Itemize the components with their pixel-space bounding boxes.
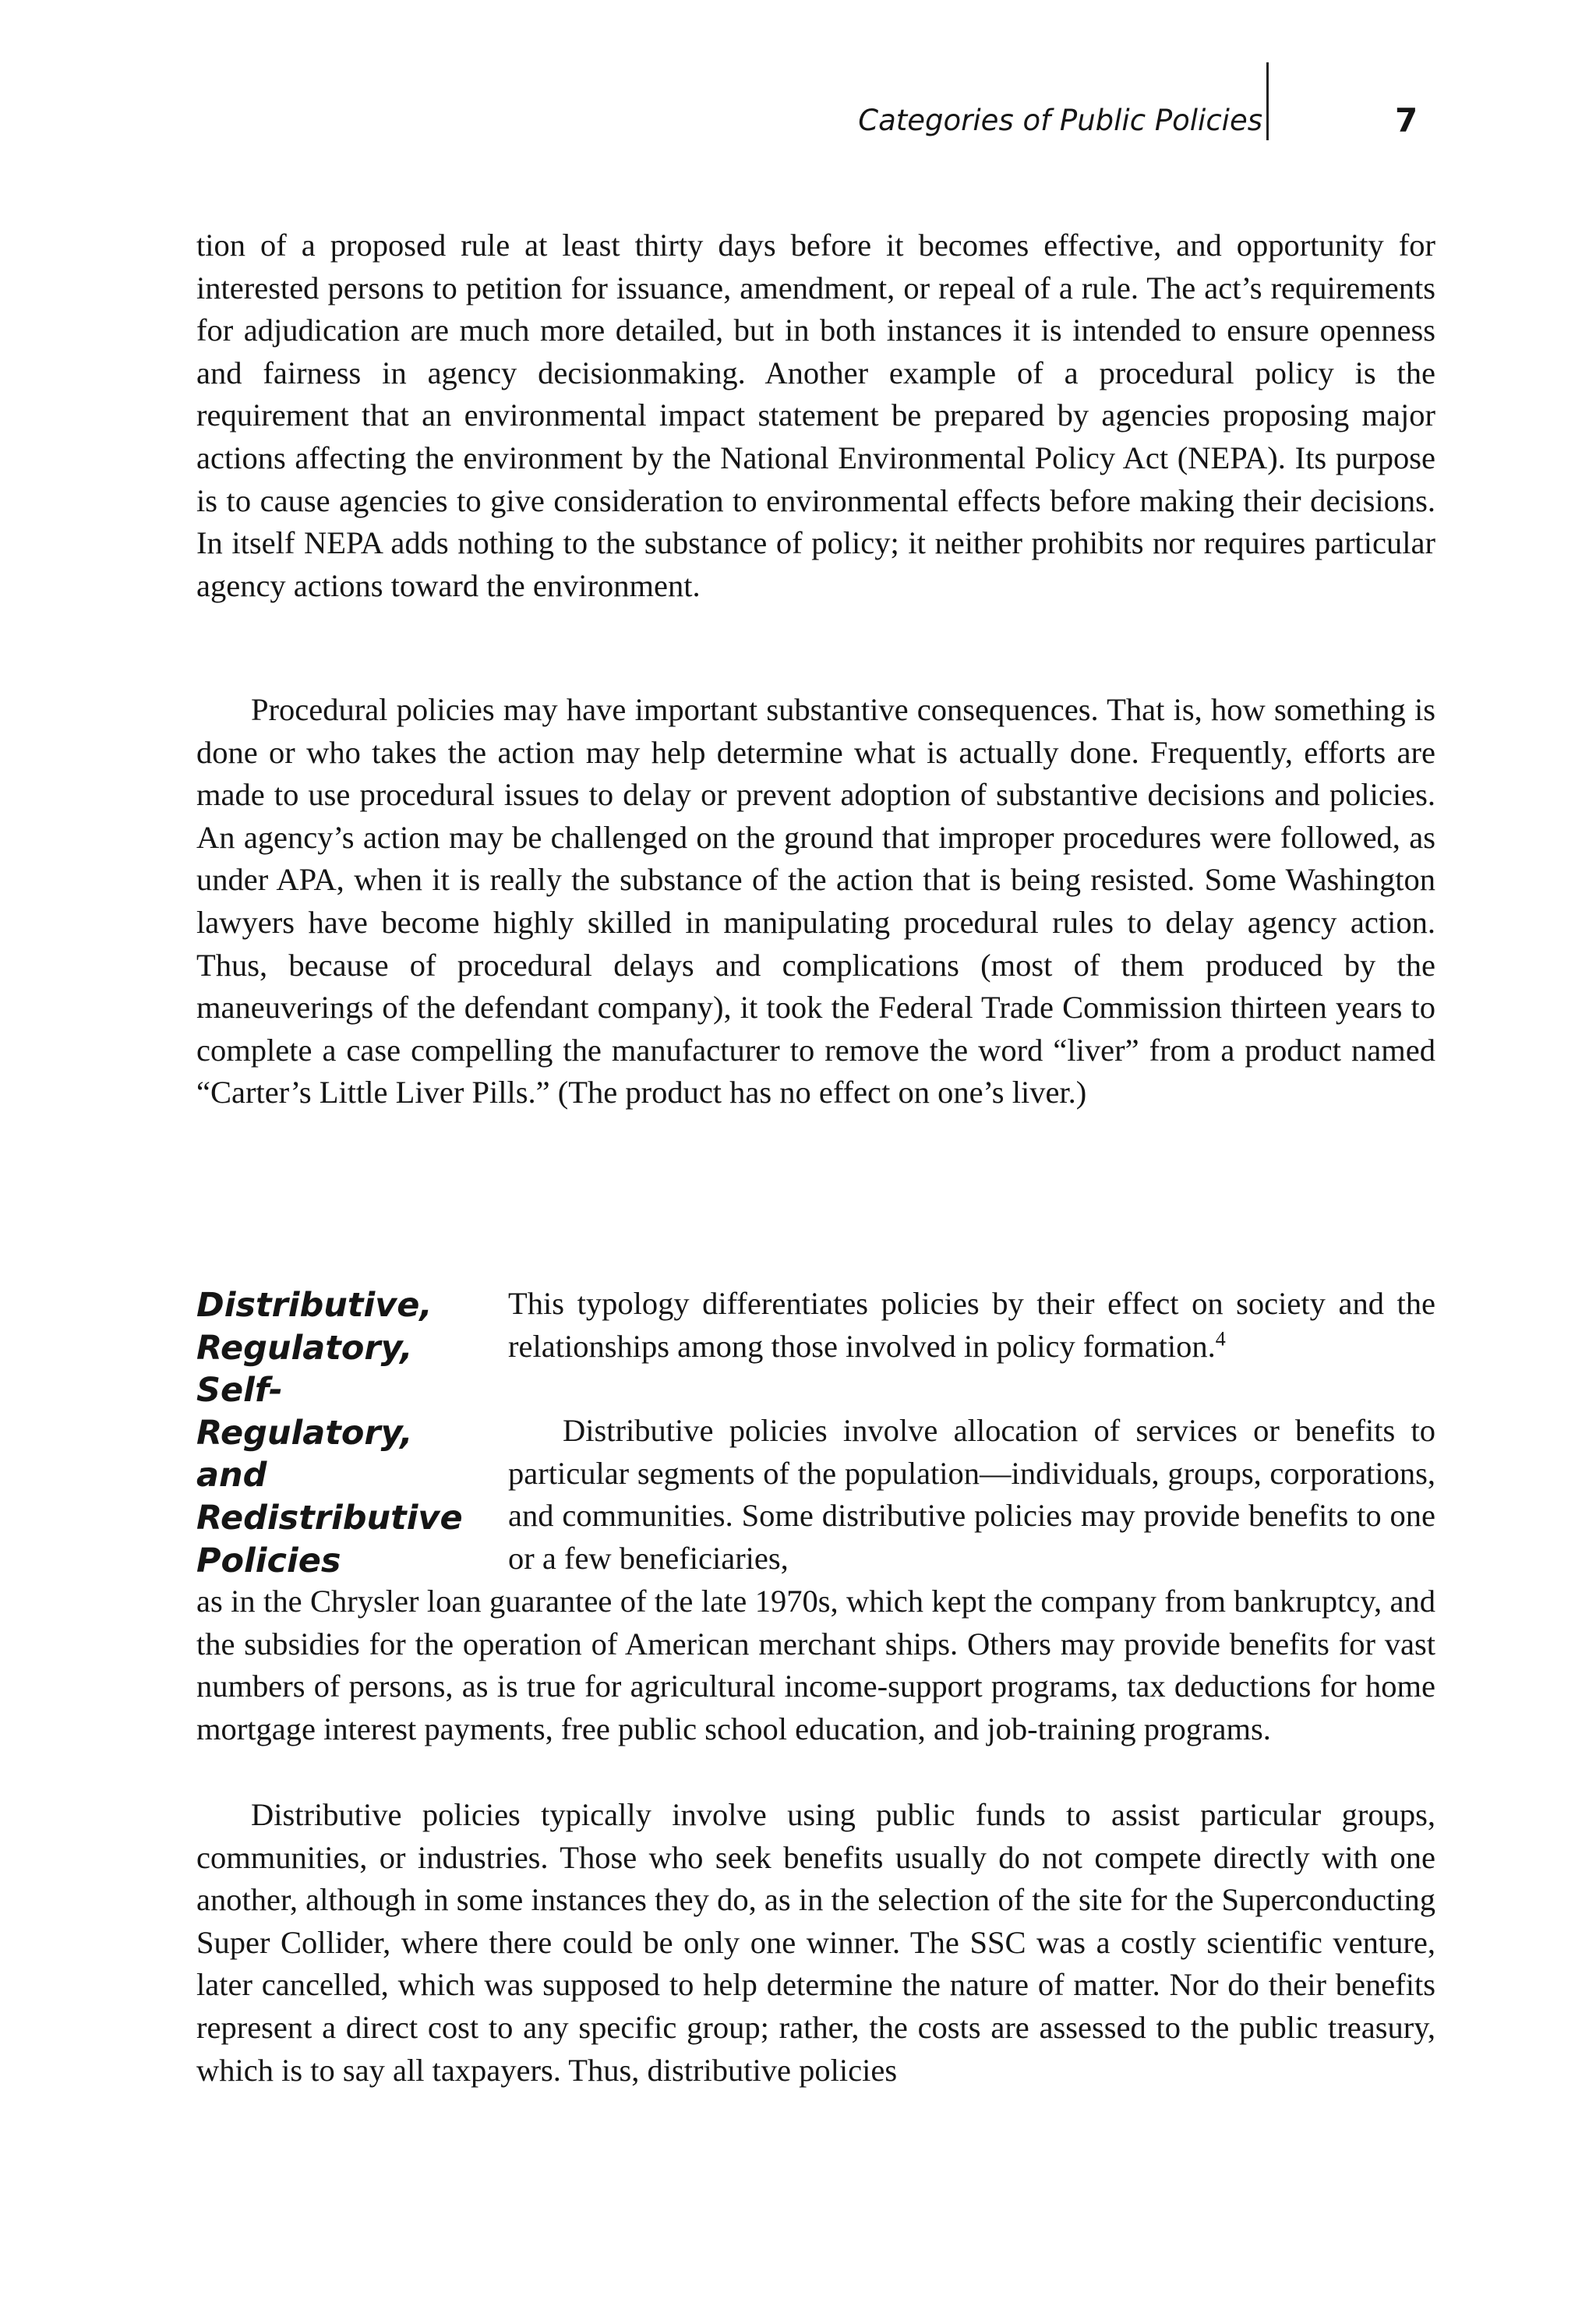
body-paragraph-procedural-consequences: Procedural policies may have important substantive consequences. That is, how something is done or who takes the action may help determine what is actually done. Frequently, efforts are made to use procedural issues to delay or prevent adoption of substantive decisions and policies. An agency’s action may be challenged on the ground that improper procedures were followed, as under APA, when it is really the substance of the action that is being resisted. Some Washington lawyers have become highly skilled in manipulating procedural rules to delay agency action. Thus, because of procedural delays and complications (most of them produced by the maneuverings of the defendant company), it took the Federal Trade Commission thirteen years to complete a case compelling the manufacturer to remove the word “liver” from a product named “Carter’s Little Liver Pills.” (The product has no effect on one’s liver.) — [196, 692, 1435, 1111]
distributive-paragraph-full-width: as in the Chrysler loan guarantee of the late 1970s, which kept the company from bankruptcy, and the subsidies for the operation of American merchant ships. Others may provide benefits for vast numbers of persons, as is true for agricultural income-support programs, tax deductions for home mortgage interest payments, free public school education, and job-training programs. — [196, 1584, 1435, 1746]
section-heading: Distributive, Regulatory, Self-Regulatory, and Redistributive Policies — [196, 1286, 463, 1580]
running-head-title: Categories of Public Policies — [858, 104, 1262, 137]
section-intro-paragraph — [508, 1283, 1435, 1368]
distributive-paragraph-beside-heading: Distributive policies involve allocation of services or benefits to particular segments of the population—individuals, groups, corporations, and communities. Some distributive policies may provide benefits to one or a few beneficiaries, — [508, 1413, 1435, 1576]
footnote-ref: 4 — [1215, 1327, 1226, 1351]
page-number: 7 — [1395, 101, 1418, 139]
header-divider — [1266, 62, 1269, 140]
section-intro-text: This typology differentiates policies by their effect on society and the relationships among those involved in policy formation. — [508, 1286, 1435, 1364]
distributive-funds-paragraph: Distributive policies typically involve using public funds to assist particular groups, communities, or industries. Those who seek benefits usually do not compete directly with one another, although in some instances they do, as in the selection of the site for the Superconducting Super Collider, where there could be only one winner. The SSC was a costly scientific venture, later cancelled, which was supposed to help determine the nature of matter. Nor do their benefits represent a direct cost to any specific group; rather, the costs are assessed to the public treasury, which is to say all taxpayers. Thus, distributive policies — [196, 1797, 1435, 2088]
body-paragraph-continued: tion of a proposed rule at least thirty days before it becomes effective, and opportunity for interested persons to petition for issuance, amendment, or repeal of a rule. The act’s requirements for adjudication are much more detailed, but in both instances it is intended to ensure openness and fairness in agency decisionmaking. Another example of a procedural policy is the requirement that an environmental impact statement be prepared by agencies proposing major actions affecting the environment by the National Environmental Policy Act (NEPA). Its purpose is to cause agencies to give consideration to environmental effects before making their decisions. In itself NEPA adds nothing to the substance of policy; it neither prohibits nor requires particular agency actions toward the environment. — [196, 228, 1435, 603]
